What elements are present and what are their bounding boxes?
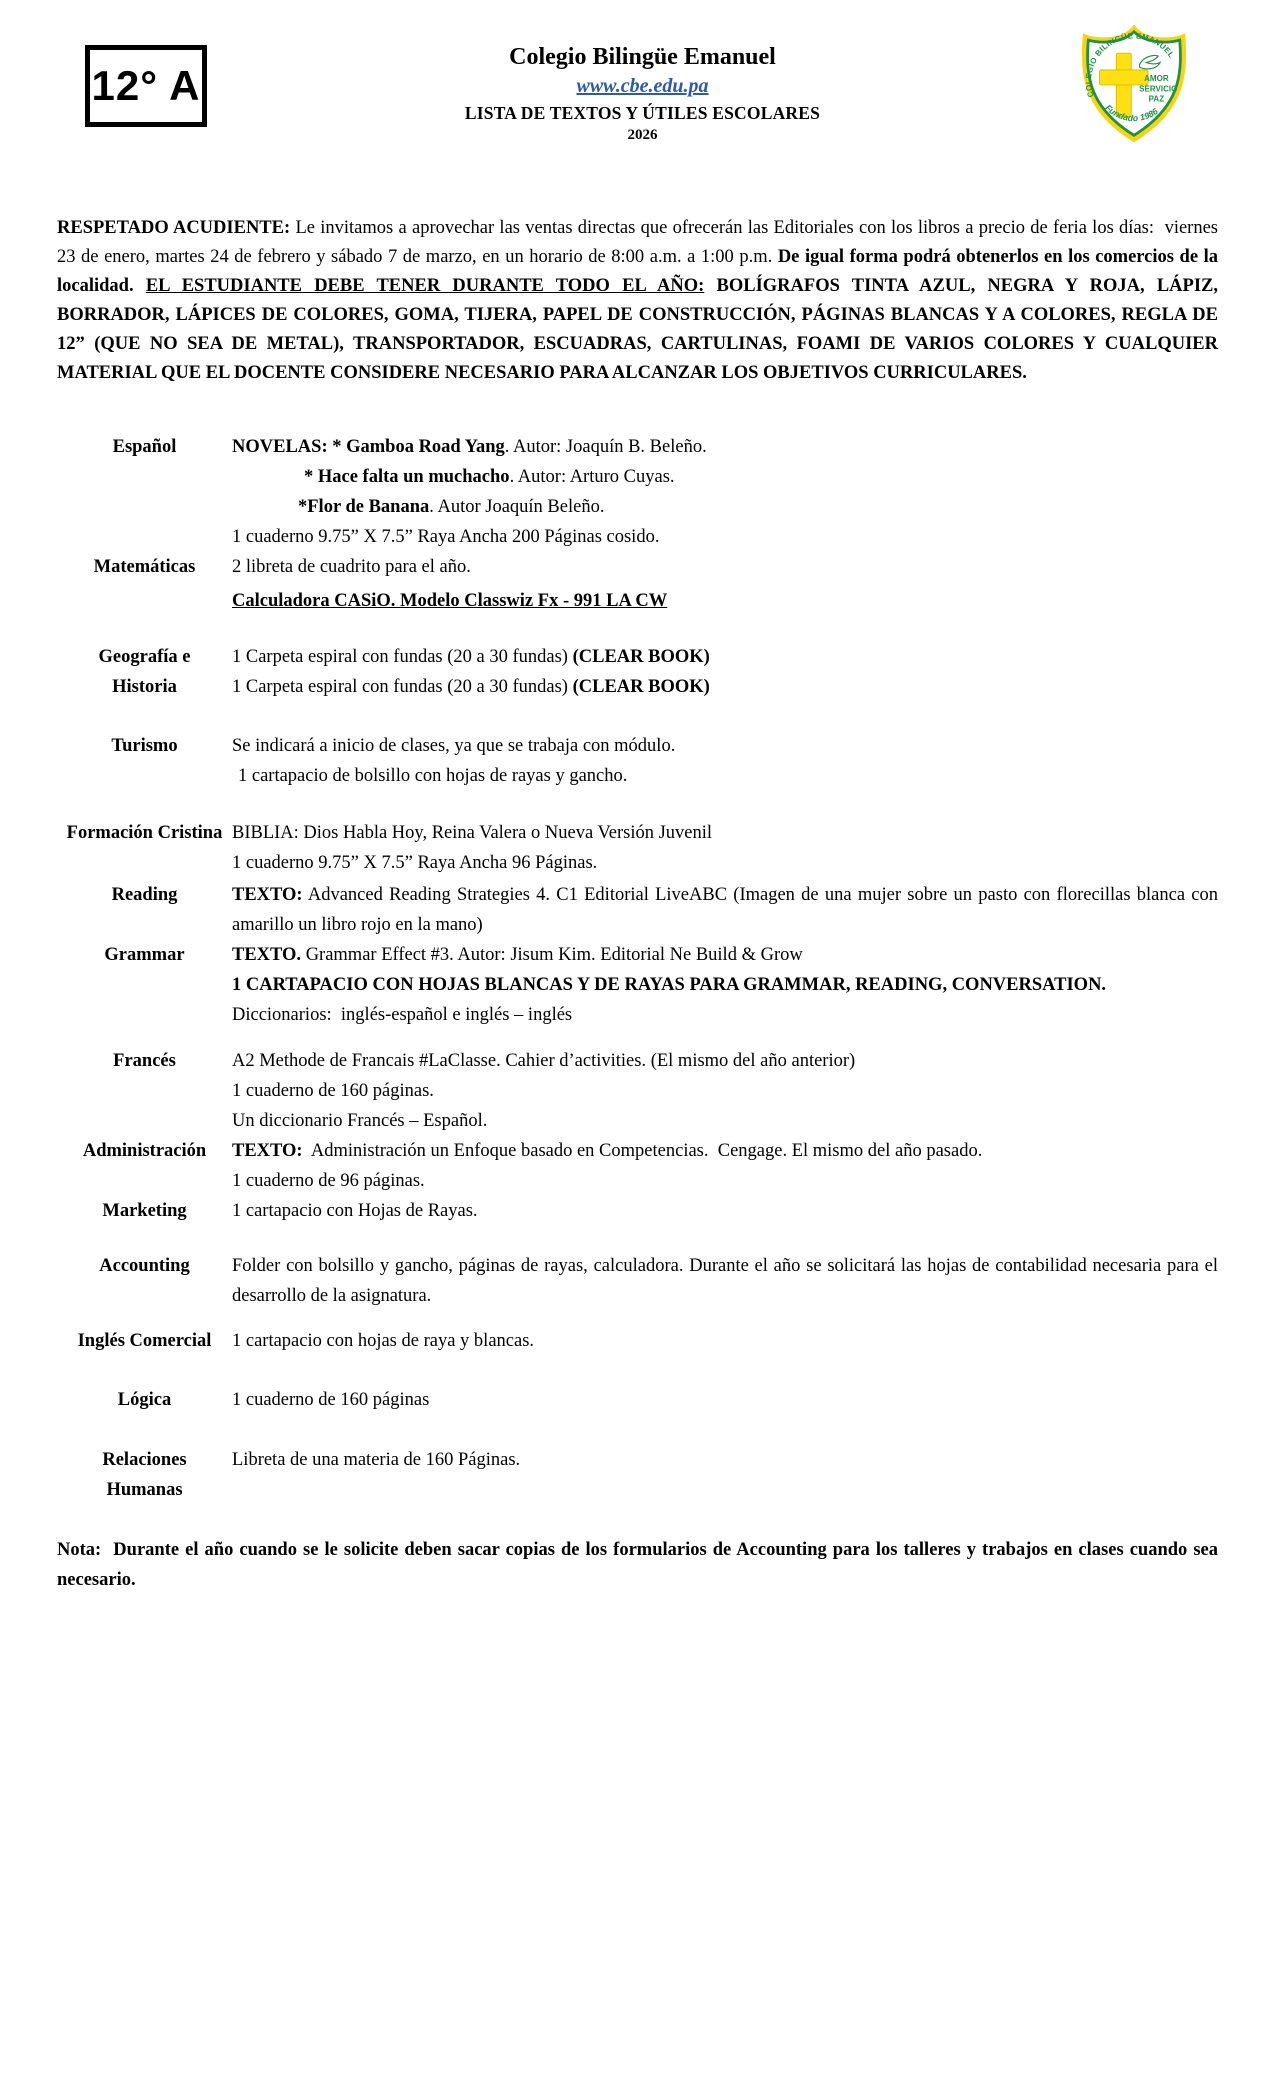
subject-item-line <box>232 642 1218 672</box>
motto-servicio: SERVICIO <box>1139 84 1178 94</box>
subject-name <box>57 940 232 1030</box>
subject-item-line <box>232 1326 1218 1356</box>
text-segment: 1 cuaderno de 160 páginas. <box>232 1081 434 1101</box>
motto-amor: AMOR <box>1144 74 1169 84</box>
subject-items <box>232 731 1218 791</box>
crest-arc-text: COLEGIO BILINGÜE EMANUEL <box>1084 31 1177 99</box>
subject-name-line: Español <box>112 437 177 457</box>
school-logo <box>1078 25 1190 148</box>
text-segment: Se indicará a inicio de clases, ya que se trabaja con módulo. <box>232 736 676 756</box>
subject-name <box>57 1385 232 1415</box>
text-segment: TEXTO: <box>232 1141 303 1161</box>
text-segment: Grammar Effect #3. Autor: Jisum Kim. Editorial Ne Build & Grow <box>301 945 803 965</box>
crest-founded-text: Fundado 1986 <box>1103 102 1160 124</box>
subject-name-line: Turismo <box>111 736 178 756</box>
subject-item-line <box>232 880 1218 940</box>
text-segment: Nota: Durante el año cuando se le solicite deben sacar copias de los formularios de Accounting para los talleres y trabajos en clases cuando sea necesario. <box>57 1540 1218 1590</box>
subject-row <box>57 1251 1218 1311</box>
subject-name <box>57 731 232 791</box>
subjects-table <box>57 432 1218 1505</box>
subject-item-line <box>232 731 1218 761</box>
subject-name-line: Grammar <box>104 945 185 965</box>
subject-item-line <box>232 1136 1218 1166</box>
subject-name <box>57 1326 232 1356</box>
text-segment: EL ESTUDIANTE DEBE TENER DURANTE TODO EL AÑO: <box>145 276 705 296</box>
text-segment: . Autor: Joaquín B. Beleño. <box>504 437 707 457</box>
subject-items <box>232 940 1218 1030</box>
subject-name-line: Inglés Comercial <box>77 1331 212 1351</box>
school-website-link[interactable]: www.cbe.edu.pa <box>576 75 709 97</box>
text-segment: . Autor Joaquín Beleño. <box>429 497 605 517</box>
subject-row <box>57 642 1218 702</box>
subject-name-line: Francés <box>113 1051 176 1071</box>
subject-item-line <box>232 1076 1218 1106</box>
document-header <box>57 25 1218 148</box>
subject-item-line <box>232 522 1218 552</box>
subject-name-line: Marketing <box>102 1201 187 1221</box>
subject-row <box>57 1136 1218 1196</box>
subject-item-line <box>232 552 1218 582</box>
subject-name-line: Lógica <box>117 1390 172 1410</box>
subject-row <box>57 731 1218 791</box>
subject-items <box>232 552 1218 622</box>
subject-name-line: Matemáticas <box>93 557 196 577</box>
text-segment: Le invitamos a aprovechar las ventas directas que ofrecerán las Editoriales con los libros a precio de feria los días: viernes 23 de enero, martes 24 de febrero y sábado 7 de marzo, en un horario de 8:00 a.m. a 1:00 p.m. <box>57 218 1218 267</box>
subject-items <box>232 1196 1218 1226</box>
subject-items <box>232 1445 1218 1505</box>
subject-name <box>57 818 232 878</box>
document-year: 2026 <box>627 127 658 143</box>
text-segment: Libreta de una materia de 160 Páginas. <box>232 1450 521 1470</box>
subject-item-line <box>232 432 1218 462</box>
document-title: LISTA DE TEXTOS Y ÚTILES ESCOLARES <box>464 103 821 123</box>
subject-item-line <box>232 1385 1218 1415</box>
subject-item-line <box>232 462 1218 492</box>
subject-row <box>57 818 1218 878</box>
subject-items <box>232 642 1218 702</box>
subject-items <box>232 1326 1218 1356</box>
grade-label: 12° A <box>91 62 201 109</box>
subject-item-line <box>232 970 1218 1000</box>
subject-item-line <box>232 1445 1218 1475</box>
text-segment: BOLÍGRAFOS TINTA AZUL, NEGRA Y ROJA, LÁPIZ, BORRADOR, LÁPICES DE COLORES, GOMA, TIJERA, PAPEL DE CONSTRUCCIÓN, PÁGINAS BLANCAS Y A COLORES, REGLA DE 12” (QUE NO SEA DE METAL), TRANSPORTADOR, ESCUADRAS, CARTULINAS, FOAMI DE VARIOS COLORES Y CUALQUIER MATERIAL QUE EL DOCENTE CONSIDERE NECESARIO PARA ALCANZAR LOS OBJETIVOS CURRICULARES. <box>57 276 1218 383</box>
subject-name-line: Relaciones <box>102 1450 187 1470</box>
text-segment: TEXTO: <box>232 885 303 905</box>
text-segment: BIBLIA: Dios Habla Hoy, Reina Valera o Nueva Versión Juvenil <box>232 823 713 843</box>
subject-items <box>232 880 1218 940</box>
subject-name <box>57 642 232 702</box>
subject-items <box>232 1046 1218 1136</box>
subject-item-line <box>232 586 1218 616</box>
text-segment: 1 cuaderno de 96 páginas. <box>232 1171 425 1191</box>
subject-name-line: Geografía e <box>98 647 191 667</box>
text-segment: (CLEAR BOOK) <box>572 647 710 667</box>
subject-item-line <box>232 1106 1218 1136</box>
text-segment: . Autor: Arturo Cuyas. <box>509 467 675 487</box>
intro-paragraph <box>57 214 1218 388</box>
text-segment: RESPETADO ACUDIENTE: <box>57 218 291 238</box>
grade-box <box>85 45 207 127</box>
text-segment: NOVELAS: * Gamboa Road Yang <box>232 437 505 457</box>
school-name: Colegio Bilingüe Emanuel <box>509 44 776 70</box>
subject-row <box>57 1385 1218 1415</box>
text-segment: Calculadora CASiO. Modelo Classwiz Fx - 991 LA CW <box>232 591 668 611</box>
subject-row <box>57 552 1218 622</box>
subject-items <box>232 1385 1218 1415</box>
subject-name-line: Historia <box>112 677 177 697</box>
subject-name-line: Reading <box>111 885 178 905</box>
text-segment: 1 cuaderno de 160 páginas <box>232 1390 430 1410</box>
subject-name <box>57 552 232 622</box>
subject-item-line <box>232 848 1218 878</box>
subject-name <box>57 1136 232 1196</box>
text-segment: 1 cartapacio con hojas de raya y blancas. <box>232 1331 535 1351</box>
motto-paz: PAZ <box>1148 94 1165 104</box>
subject-item-line <box>232 1166 1218 1196</box>
subject-item-line <box>232 1046 1218 1076</box>
subject-row <box>57 880 1218 940</box>
subject-item-line <box>232 1251 1218 1311</box>
text-segment: 1 cartapacio de bolsillo con hojas de rayas y gancho. <box>238 766 628 786</box>
text-segment: 2 libreta de cuadrito para el año. <box>232 557 471 577</box>
text-segment: 1 cuaderno 9.75” X 7.5” Raya Ancha 96 Páginas. <box>232 853 598 873</box>
subject-row <box>57 1445 1218 1505</box>
subject-row <box>57 1326 1218 1356</box>
subject-row <box>57 1196 1218 1226</box>
subject-item-line <box>232 492 1218 522</box>
text-segment: Advanced Reading Strategies 4. C1 Editorial LiveABC (Imagen de una mujer sobre un pasto con florecillas blanca con amarillo un libro rojo en la mano) <box>232 885 1218 935</box>
subject-name-line: Humanas <box>106 1480 183 1500</box>
subject-name <box>57 1251 232 1311</box>
school-crest-icon <box>1078 25 1190 143</box>
text-segment: A2 Methode de Francais #LaClasse. Cahier d’activities. (El mismo del año anterior) <box>232 1051 856 1071</box>
subject-name <box>57 1445 232 1505</box>
subject-name-line: Administración <box>82 1141 207 1161</box>
text-segment: (CLEAR BOOK) <box>572 677 710 697</box>
subject-name <box>57 880 232 940</box>
subject-item-line <box>232 940 1218 970</box>
text-segment: 1 cuaderno 9.75” X 7.5” Raya Ancha 200 Páginas cosido. <box>232 527 660 547</box>
subject-name-line: Formación Cristina <box>66 823 223 843</box>
subject-items <box>232 1136 1218 1196</box>
text-segment: Administración un Enfoque basado en Competencias. Cengage. El mismo del año pasado. <box>302 1141 983 1161</box>
subject-items <box>232 432 1218 552</box>
subject-items <box>232 1251 1218 1311</box>
text-segment: Folder con bolsillo y gancho, páginas de rayas, calculadora. Durante el año se solicitará las hojas de contabilidad necesaria para el desarrollo de la asignatura. <box>232 1256 1218 1306</box>
subject-items <box>232 818 1218 878</box>
subject-name-line: Accounting <box>99 1256 190 1276</box>
subject-row <box>57 1046 1218 1136</box>
header-title-block <box>207 43 1078 144</box>
text-segment: *Flor de Banana <box>298 497 430 517</box>
subject-item-line <box>232 761 1218 791</box>
text-segment: 1 cartapacio con Hojas de Rayas. <box>232 1201 478 1221</box>
subject-row <box>57 432 1218 552</box>
subject-item-line <box>232 1000 1218 1030</box>
subject-name <box>57 1046 232 1136</box>
subject-item-line <box>232 672 1218 702</box>
text-segment: Diccionarios: inglés-español e inglés – inglés <box>232 1005 573 1025</box>
text-segment: TEXTO. <box>232 945 302 965</box>
text-segment: * Hace falta un muchacho <box>304 467 510 487</box>
subject-name <box>57 432 232 552</box>
text-segment: 1 Carpeta espiral con fundas (20 a 30 fundas) <box>232 647 573 667</box>
note-paragraph <box>57 1535 1218 1595</box>
text-segment: 1 Carpeta espiral con fundas (20 a 30 fundas) <box>232 677 573 697</box>
subject-name <box>57 1196 232 1226</box>
text-segment: De igual forma podrá obtenerlos en los comercios de la localidad. <box>57 247 1218 296</box>
subject-item-line <box>232 818 1218 848</box>
text-segment: 1 CARTAPACIO CON HOJAS BLANCAS Y DE RAYAS PARA GRAMMAR, READING, CONVERSATION. <box>232 975 1107 995</box>
subject-item-line <box>232 1196 1218 1226</box>
text-segment: Un diccionario Francés – Español. <box>232 1111 488 1131</box>
subject-row <box>57 940 1218 1030</box>
